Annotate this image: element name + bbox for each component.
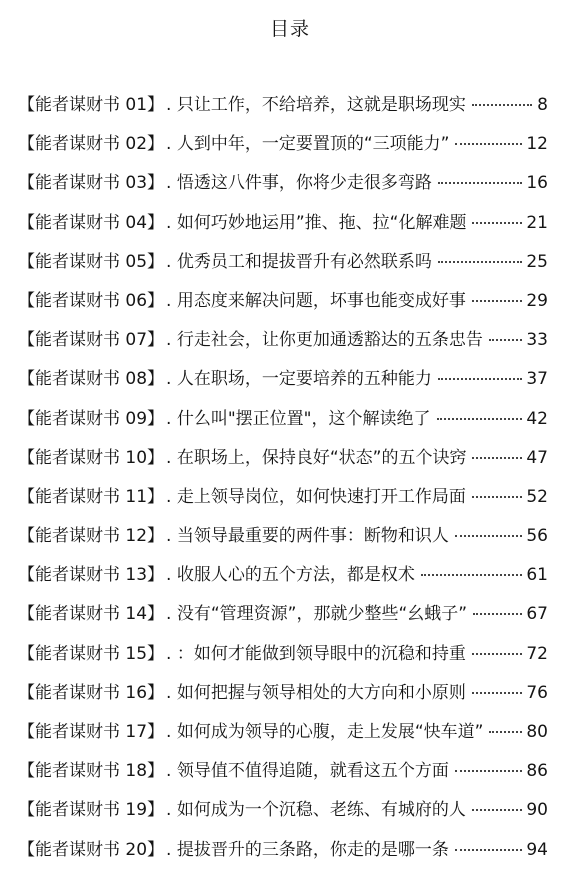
toc-entry-series: 【能者谋财书 04】 [18, 212, 165, 233]
toc-entry-series: 【能者谋财书 02】 [18, 134, 165, 155]
toc-entry-page: 33 [526, 330, 548, 351]
toc-entry[interactable] [18, 482, 548, 521]
toc-entry-page: 52 [526, 486, 548, 507]
toc-entry-series: 【能者谋财书 07】 [18, 330, 165, 351]
toc-entry[interactable] [18, 168, 548, 207]
toc-entry-page: 76 [526, 682, 548, 703]
toc-entry[interactable] [18, 521, 548, 560]
toc-entry-page: 86 [526, 761, 548, 782]
dot-leader [489, 339, 523, 341]
toc-entry-series: 【能者谋财书 17】 [18, 722, 165, 742]
dot-leader [437, 418, 523, 420]
toc-entry-page: 42 [526, 408, 548, 429]
toc-entry-page: 90 [526, 800, 548, 821]
toc-entry-series: 【能者谋财书 08】 [18, 369, 165, 390]
toc-entry-page: 56 [526, 526, 548, 547]
toc-entry-title: . 提拔晋升的三条路，你走的是哪一条 [166, 839, 449, 860]
toc-entry[interactable] [18, 835, 548, 874]
toc-entry-series: 【能者谋财书 15】 [18, 643, 165, 664]
toc-entry[interactable] [18, 717, 548, 756]
dot-leader [455, 849, 523, 851]
toc-entry[interactable] [18, 795, 548, 834]
toc-entry-page: 37 [526, 369, 548, 390]
toc-entry-series: 【能者谋财书 14】 [18, 604, 165, 625]
toc-entry-title: . 如何巧妙地运用”推、拖、拉“化解难题 [166, 212, 467, 233]
toc-entry-title: . 人到中年，一定要置顶的“三项能力” [166, 134, 450, 155]
toc-entry[interactable] [18, 756, 548, 795]
toc-entry-title: . 如何把握与领导相处的大方向和小原则 [166, 682, 466, 703]
toc-entry-title: . 收服人心的五个方法，都是权术 [166, 565, 415, 586]
toc-entry-series: 【能者谋财书 13】 [18, 565, 165, 586]
toc-entry-title: . 什么叫"摆正位置"，这个解读绝了 [166, 408, 431, 429]
toc-entry-page: 61 [526, 565, 548, 586]
toc-entry-title: . 只让工作，不给培养，这就是职场现实 [166, 95, 466, 115]
dot-leader [455, 535, 523, 537]
dot-leader [472, 457, 522, 459]
toc-entry-title: . 在职场上，保持良好“状态”的五个诀窍 [166, 447, 467, 468]
toc-entry-title: . 行走社会，让你更加通透豁达的五条忠告 [166, 330, 483, 351]
toc-entry-title: . 悟透这八件事，你将少走很多弯路 [166, 173, 432, 194]
toc-entry-title: . 优秀员工和提拔晋升有必然联系吗 [166, 251, 432, 272]
toc-entry[interactable] [18, 443, 548, 482]
toc-entry-series: 【能者谋财书 01】 [18, 95, 165, 115]
dot-leader [489, 731, 522, 733]
dot-leader [438, 378, 523, 380]
toc-entry[interactable] [18, 639, 548, 678]
toc-entry[interactable] [18, 208, 548, 247]
toc-entry-series: 【能者谋财书 11】 [18, 486, 165, 507]
toc-entry-title: . 当领导最重要的两件事：断物和识人 [166, 526, 449, 547]
toc-entry-page: 25 [526, 251, 548, 272]
toc-entry-page: 72 [526, 643, 548, 664]
toc-entry-title: . 走上领导岗位，如何快速打开工作局面 [166, 486, 466, 507]
dot-leader [455, 143, 522, 145]
toc-entry[interactable] [18, 599, 548, 638]
dot-leader [472, 496, 523, 498]
toc-entry-series: 【能者谋财书 10】 [18, 447, 165, 468]
toc-entry[interactable] [18, 247, 548, 286]
dot-leader [438, 182, 523, 184]
toc-entry-page: 8 [537, 95, 548, 115]
toc-entry-title: . 用态度来解决问题，坏事也能变成好事 [166, 290, 466, 311]
toc-entry-series: 【能者谋财书 16】 [18, 682, 165, 703]
toc-entry[interactable] [18, 404, 548, 443]
toc-entry-title: . 人在职场，一定要培养的五种能力 [166, 369, 432, 390]
toc-entry-series: 【能者谋财书 18】 [18, 761, 165, 782]
toc-entry[interactable] [18, 325, 548, 364]
toc-entry-page: 94 [526, 839, 548, 860]
toc-entry-series: 【能者谋财书 06】 [18, 290, 165, 311]
dot-leader [472, 104, 532, 106]
toc-entry-series: 【能者谋财书 12】 [18, 526, 165, 547]
toc-entry[interactable] [18, 560, 548, 599]
table-of-contents [18, 90, 548, 874]
toc-entry[interactable] [18, 129, 548, 168]
toc-entry-page: 80 [526, 722, 548, 742]
toc-entry[interactable] [18, 364, 548, 403]
dot-leader [472, 692, 523, 694]
dot-leader [455, 770, 523, 772]
dot-leader [473, 613, 522, 615]
toc-entry-title: . 如何成为领导的心腹，走上发展“快车道” [166, 722, 484, 742]
dot-leader [472, 222, 522, 224]
toc-entry-page: 29 [526, 290, 548, 311]
toc-entry-title: . 如何成为一个沉稳、老练、有城府的人 [166, 800, 466, 821]
toc-entry-series: 【能者谋财书 19】 [18, 800, 165, 821]
toc-entry-series: 【能者谋财书 05】 [18, 251, 165, 272]
dot-leader [438, 261, 523, 263]
toc-entry-page: 67 [526, 604, 548, 625]
toc-entry-title: . 没有“管理资源”，那就少整些“幺蛾子” [166, 604, 468, 625]
toc-entry-title: . ：如何才能做到领导眼中的沉稳和持重 [166, 643, 466, 664]
toc-entry[interactable] [18, 286, 548, 325]
dot-leader [472, 653, 523, 655]
dot-leader [472, 809, 523, 811]
toc-entry-series: 【能者谋财书 03】 [18, 173, 165, 194]
toc-entry-page: 47 [526, 447, 548, 468]
toc-entry-page: 16 [526, 173, 548, 194]
toc-entry-page: 21 [526, 212, 548, 233]
toc-entry[interactable] [18, 678, 548, 717]
toc-entry-series: 【能者谋财书 20】 [18, 839, 165, 860]
page-title: 目录 [269, 18, 310, 40]
toc-entry-page: 12 [526, 134, 548, 155]
toc-entry-title: . 领导值不值得追随，就看这五个方面 [166, 761, 449, 782]
toc-entry[interactable] [18, 90, 548, 129]
dot-leader [421, 574, 523, 576]
toc-entry-series: 【能者谋财书 09】 [18, 408, 165, 429]
dot-leader [472, 300, 523, 302]
